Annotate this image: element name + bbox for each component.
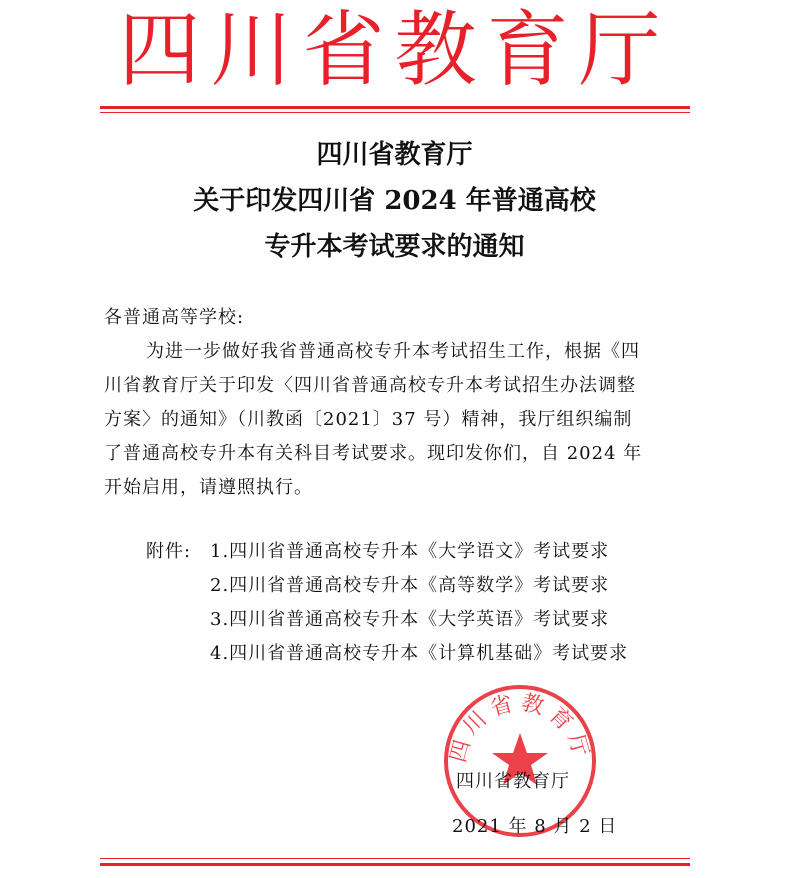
salutation: 各普通高等学校:	[104, 307, 245, 328]
signature-date: 2021 年 8 月 2 日	[452, 816, 618, 837]
body-line-3: 方案〉的通知》（川教函〔2021〕37 号）精神，我厅组织编制	[104, 409, 633, 430]
attachment-item: 4.四川省普通高校专升本《计算机基础》考试要求	[210, 643, 629, 664]
header-rule-thin	[100, 112, 690, 113]
doc-title-line-2: 关于印发四川省 2024 年普通高校	[193, 186, 596, 216]
attachment-item: 3.四川省普通高校专升本《大学英语》考试要求	[210, 609, 610, 630]
body-line-2: 川省教育厅关于印发〈四川省普通高校专升本考试招生办法调整	[104, 375, 636, 396]
signature-org: 四川省教育厅	[456, 771, 570, 792]
masthead-title: 四川省教育厅	[118, 3, 671, 98]
seal-text: 四川省教育厅	[445, 690, 595, 766]
attachment-item: 1.四川省普通高校专升本《大学语文》考试要求	[210, 541, 610, 562]
attachments-label: 附件:	[146, 541, 192, 562]
body-line-5: 开始启用，请遵照执行。	[104, 477, 313, 498]
header-rule-thick	[100, 106, 690, 109]
attachment-item: 2.四川省普通高校专升本《高等数学》考试要求	[210, 575, 610, 596]
doc-title-line-3: 专升本考试要求的通知	[264, 232, 525, 262]
body-line-1: 为进一步做好我省普通高校专升本考试招生工作，根据《四	[146, 341, 640, 362]
footer-rule-thin	[100, 858, 690, 859]
doc-title-line-1: 四川省教育厅	[316, 140, 473, 170]
body-line-4: 了普通高校专升本有关科目考试要求。现印发你们，自 2024 年	[104, 443, 643, 464]
footer-rule-thick	[100, 863, 690, 866]
